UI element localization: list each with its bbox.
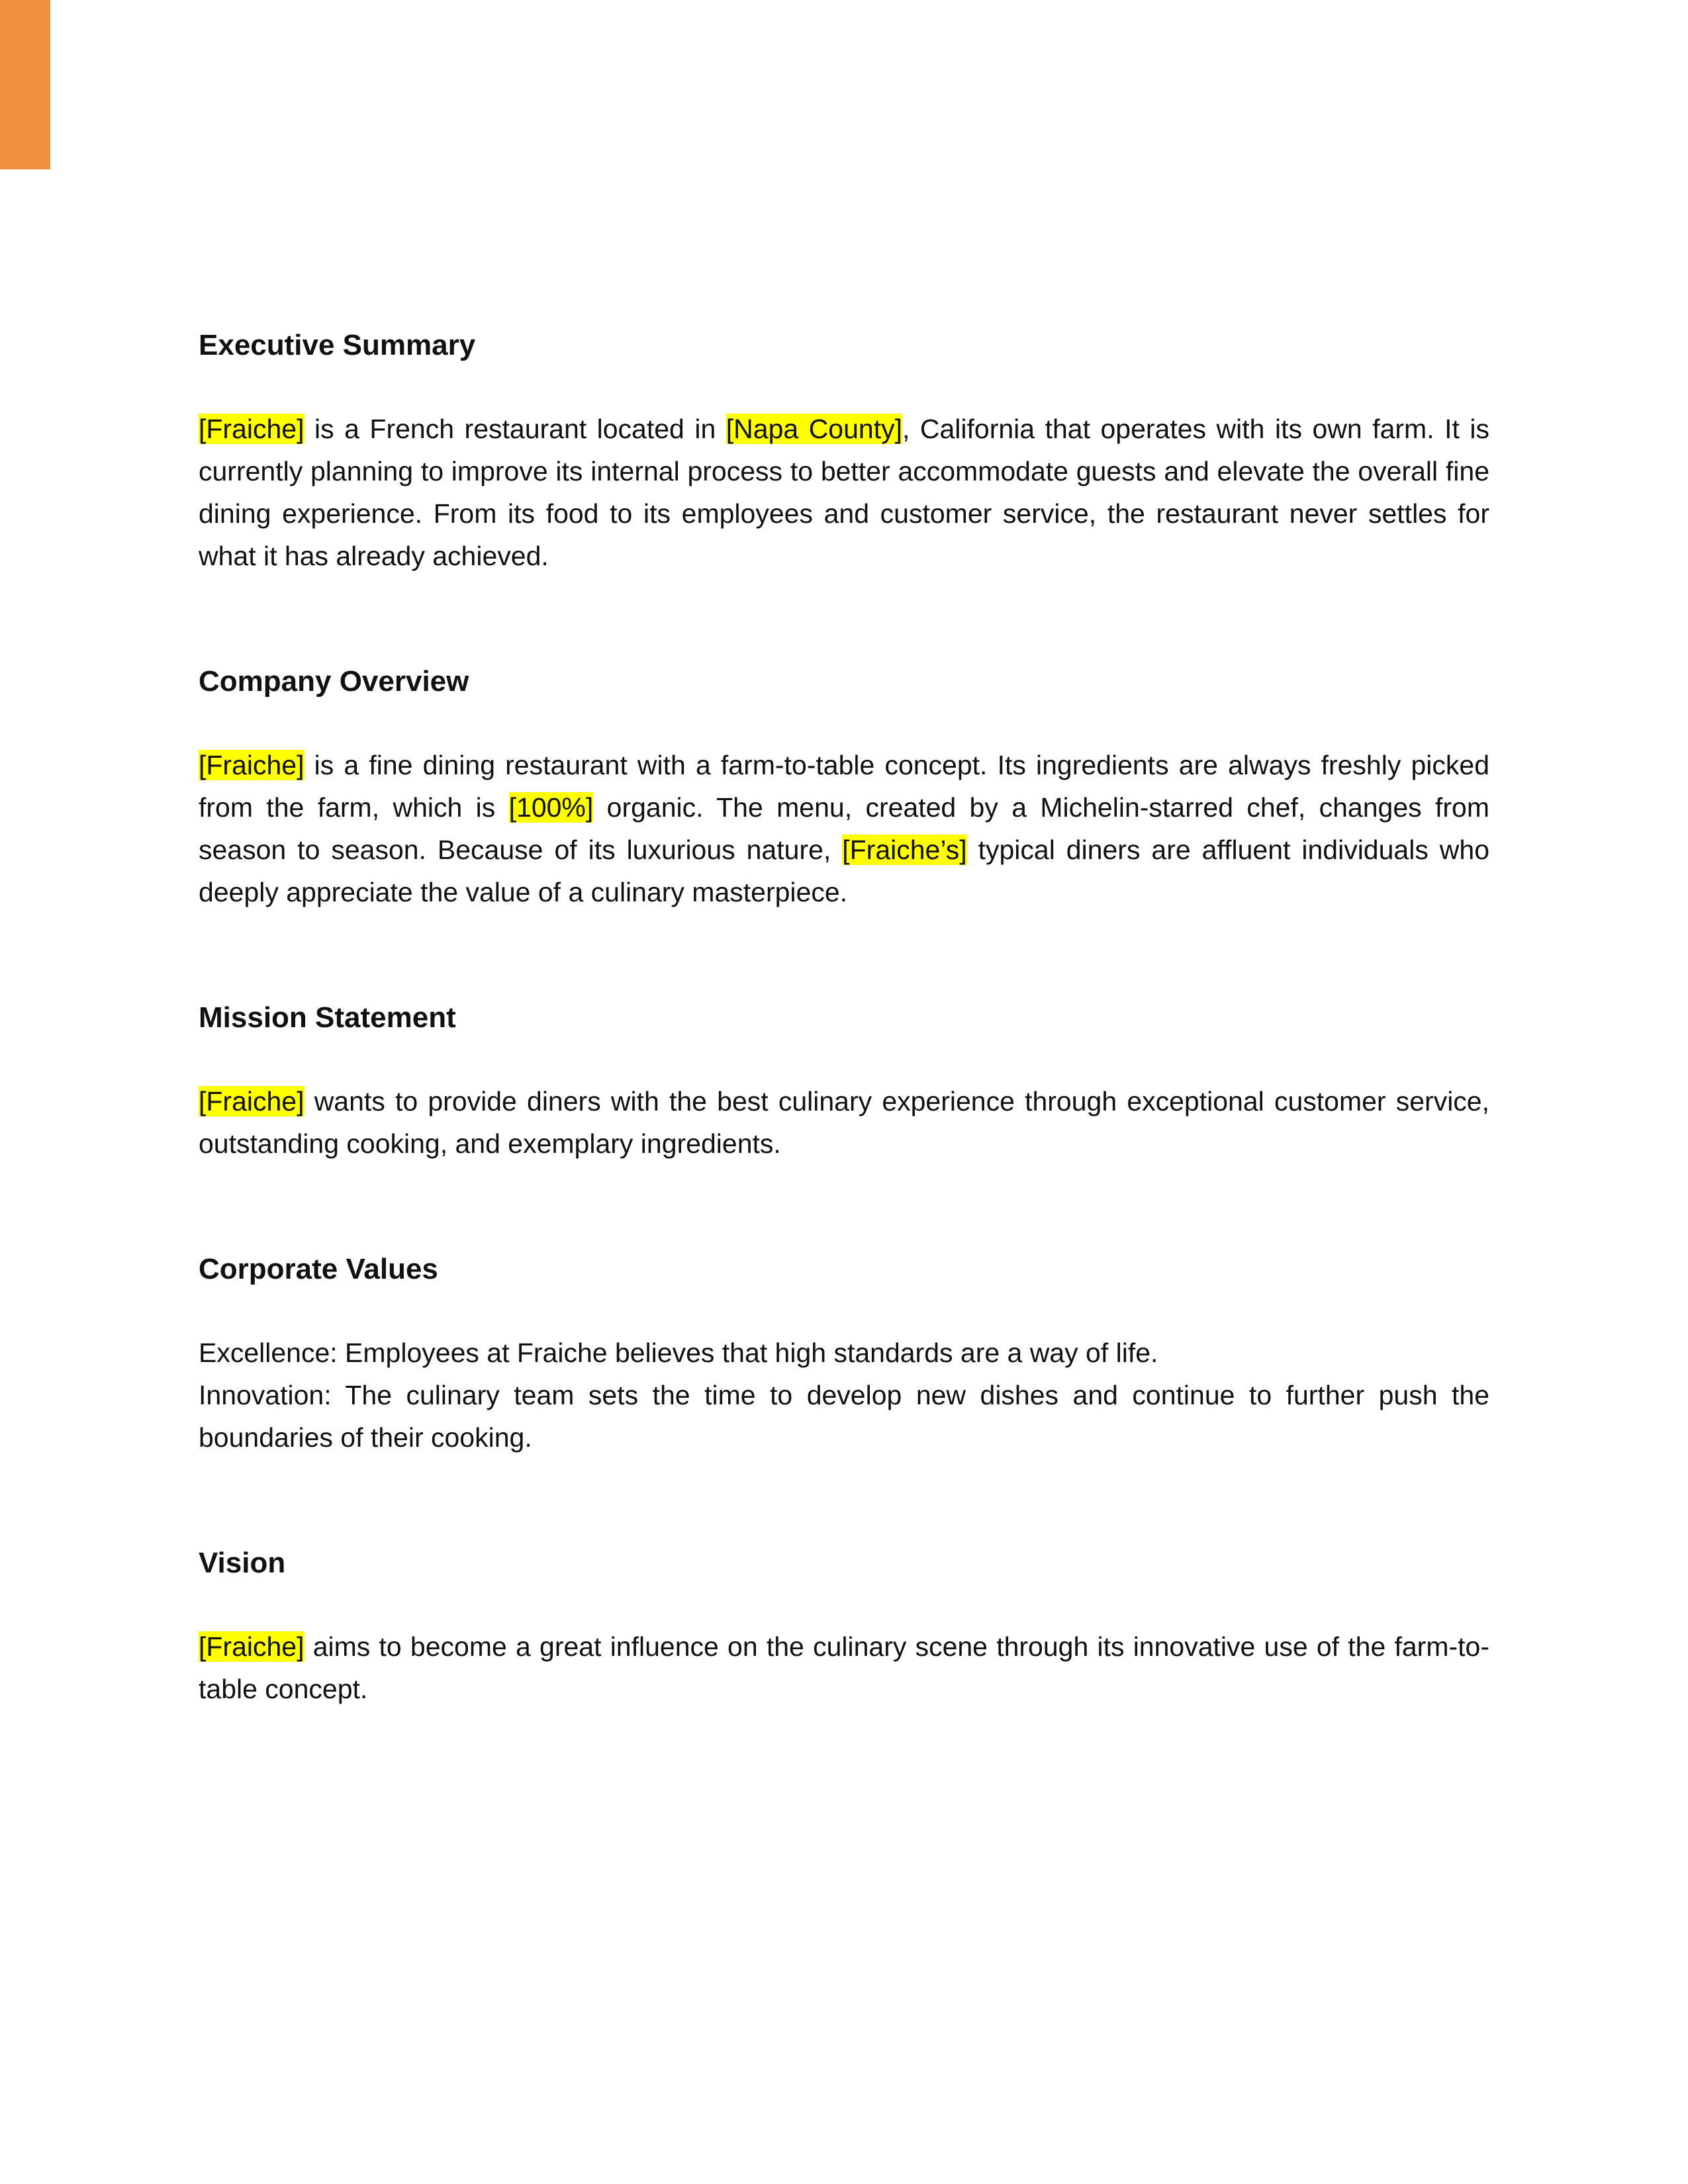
placeholder-highlight[interactable]: [Fraiche] [199, 1086, 305, 1116]
section-executive-summary [199, 324, 1489, 577]
section-vision [199, 1542, 1489, 1710]
section-heading: Corporate Values [199, 1253, 438, 1285]
paragraph-text: wants to provide diners with the best culinary experience through exceptional customer service, outstanding cooking, and exemplary ingredients. [199, 1086, 1489, 1159]
section-heading: Vision [199, 1547, 286, 1579]
section-paragraph [199, 744, 1489, 913]
paragraph-text: typical diners are affluent individuals who deeply appreciate the value of a culinary masterpiece. [199, 835, 1489, 907]
value-line-excellence: Excellence: Employees at Fraiche believes that high standards are a way of life. [199, 1338, 1158, 1368]
paragraph-text: aims to become a great influence on the culinary scene through its innovative use of the farm-to-table concept. [199, 1631, 1489, 1704]
section-company-overview [199, 660, 1489, 913]
paragraph-text: organic. The menu, created by a Michelin-starred chef, changes from season to season. Because of its luxurious nature, [199, 792, 1489, 865]
placeholder-highlight[interactable]: [Fraiche] [199, 750, 305, 780]
placeholder-highlight[interactable]: [100%] [508, 792, 594, 823]
paragraph-text: , California that operates with its own farm. It is currently planning to improve its internal process to better accommodate guests and elevate the overall fine dining experience. From its food to its employees and customer service, the restaurant never settles for what it has already achieved. [199, 414, 1489, 571]
section-heading: Company Overview [199, 665, 469, 698]
document-body [199, 324, 1489, 1794]
placeholder-highlight[interactable]: [Fraiche’s] [842, 835, 967, 865]
section-paragraph [199, 1625, 1489, 1710]
value-line-innovation: Innovation: The culinary team sets the time to develop new dishes and continue to further push the boundaries of their cooking. [199, 1380, 1489, 1453]
section-heading: Mission Statement [199, 1001, 456, 1034]
section-paragraph [199, 408, 1489, 577]
paragraph-text: is a French restaurant located in [304, 414, 726, 444]
placeholder-highlight[interactable]: [Napa County] [726, 414, 902, 444]
section-corporate-values [199, 1248, 1489, 1459]
section-mission-statement [199, 997, 1489, 1165]
placeholder-highlight[interactable]: [Fraiche] [199, 1631, 305, 1662]
section-paragraph [199, 1080, 1489, 1165]
placeholder-highlight[interactable]: [Fraiche] [199, 414, 305, 444]
orange-accent-tab [0, 0, 50, 169]
paragraph-text: is a fine dining restaurant with a farm-to-table concept. Its ingredients are always freshly picked from the farm, which is [199, 750, 1489, 823]
section-heading: Executive Summary [199, 329, 476, 361]
